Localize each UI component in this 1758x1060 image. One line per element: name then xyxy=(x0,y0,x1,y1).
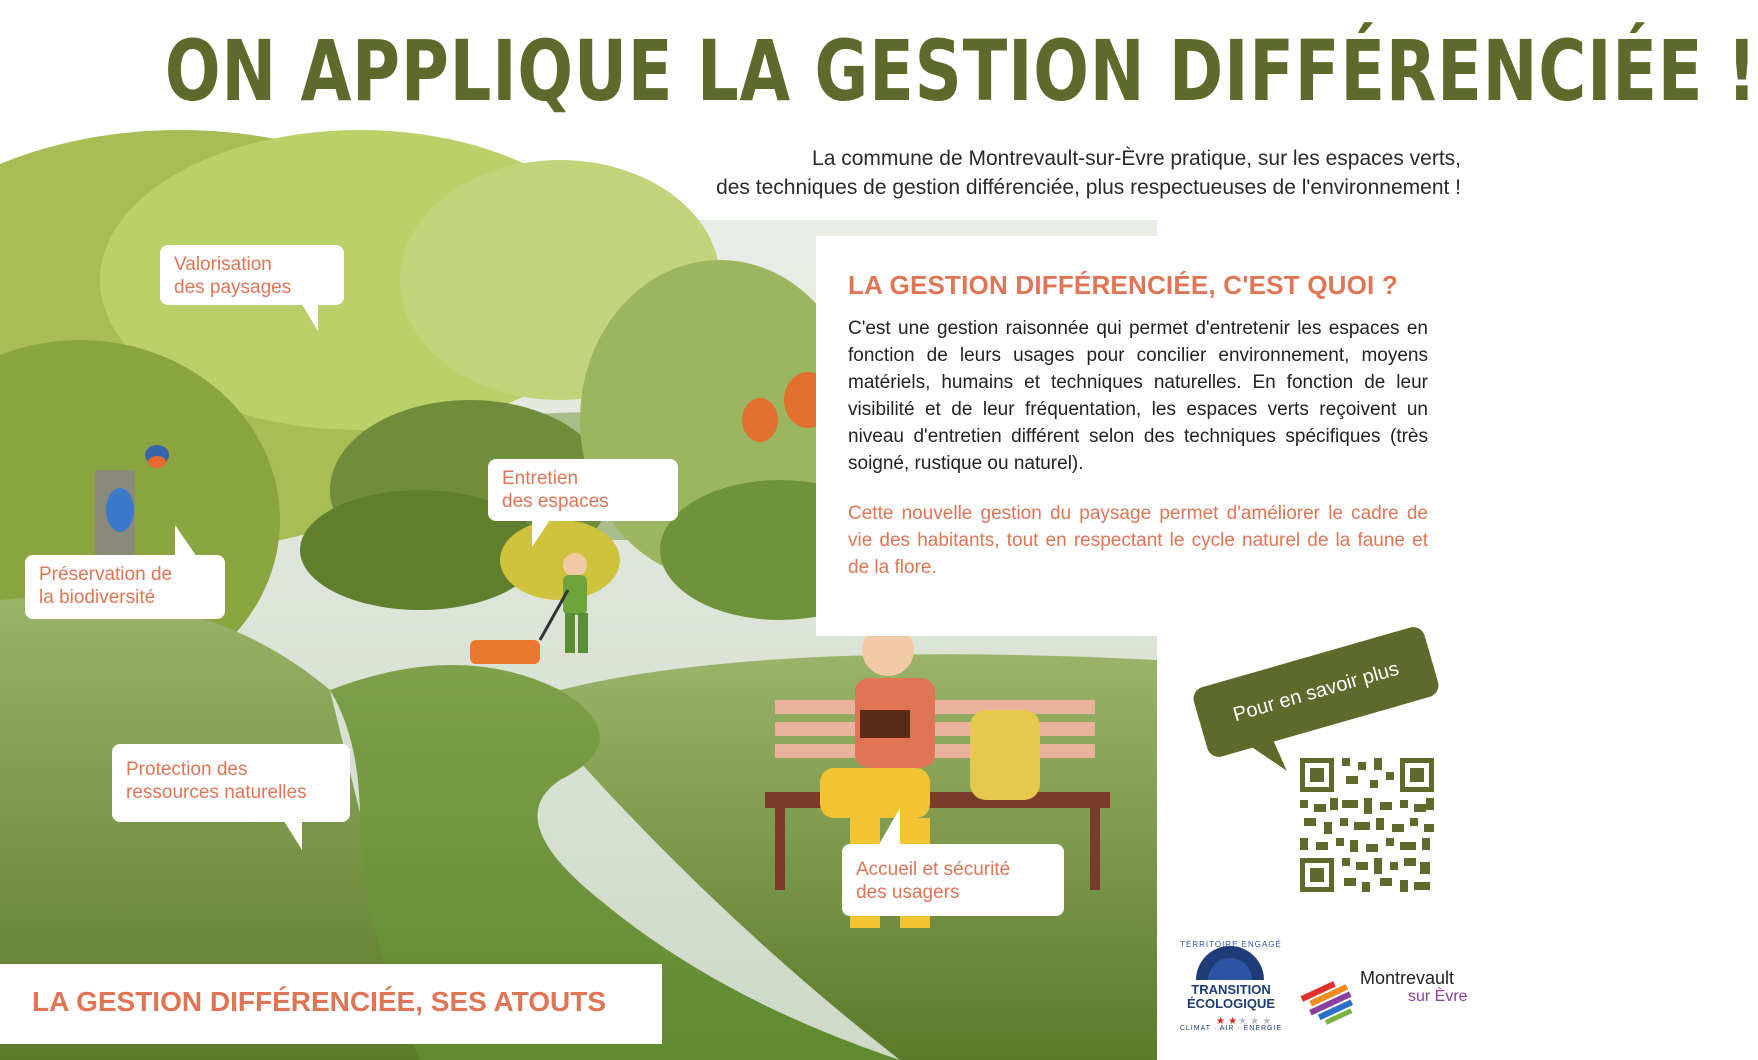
info-panel xyxy=(816,236,1464,636)
bubble-ressources-line1: Protection des xyxy=(126,759,248,780)
te-title-line2: ÉCOLOGIQUE xyxy=(1186,996,1276,1011)
bubble-accueil-line1: Accueil et sécurité xyxy=(856,859,1011,880)
bubble-paysages-line1: Valorisation xyxy=(174,254,272,275)
page-title: ON APPLIQUE LA GESTION DIFFÉRENCIÉE ! xyxy=(164,22,1758,120)
montrevault-sub: sur Èvre xyxy=(1408,988,1468,1005)
atouts-banner: LA GESTION DIFFÉRENCIÉE, SES ATOUTS xyxy=(0,964,662,1044)
montrevault-logo-mark xyxy=(1300,968,1360,1028)
learn-more-label[interactable]: Pour en savoir plus xyxy=(1191,624,1442,759)
bubble-ressources xyxy=(112,744,350,822)
bubble-ressources-line2: ressources naturelles xyxy=(126,782,307,803)
bubble-paysages-line2: des paysages xyxy=(174,277,292,298)
info-accent: Cette nouvelle gestion du paysage permet d'améliorer le cadre de vie des habitants, tout en respectant le cycle naturel de la faune et de la flore. xyxy=(848,503,1428,578)
te-arc-label: TERRITOIRE ENGAGÉ xyxy=(1180,940,1282,949)
page-subtitle xyxy=(716,144,1461,202)
bubble-entretien-line1: Entretien xyxy=(502,468,579,489)
montrevault-name: Montrevault xyxy=(1360,968,1455,988)
bubble-accueil-line2: des usagers xyxy=(856,882,960,903)
qr-code[interactable] xyxy=(1300,758,1434,892)
bubble-entretien-line2: des espaces xyxy=(502,491,609,512)
subtitle-line-2: des techniques de gestion différenciée, plus respectueuses de l'environnement ! xyxy=(716,176,1461,199)
info-body: C'est une gestion raisonnée qui permet d'entretenir les espaces en fonction de leurs usages pour concilier environnement, moyens matériels, humains et techniques naturelles. En fonction de leur visibilité et de leur fréquentation, les espaces verts reçoivent un niveau d'entretien différent selon des techniques spécifiques (très soigné, rustique ou naturel). xyxy=(848,318,1428,474)
bubble-biodiversite xyxy=(25,555,225,619)
bubble-entretien xyxy=(488,459,678,521)
subtitle-line-1: La commune de Montrevault-sur-Èvre pratique, sur les espaces verts, xyxy=(812,147,1461,170)
te-title-line1: TRANSITION xyxy=(1191,982,1271,997)
bubble-paysages xyxy=(160,245,344,305)
svg-text:★ ★: ★ ★ xyxy=(1216,1016,1238,1027)
bubble-biodiversite-line1: Préservation de xyxy=(39,564,173,585)
te-title xyxy=(1176,983,1286,1011)
te-tagline: CLIMAT · AIR · ÉNERGIE xyxy=(1179,1025,1283,1032)
bubble-biodiversite-line2: la biodiversité xyxy=(39,587,156,608)
info-title: LA GESTION DIFFÉRENCIÉE, C'EST QUOI ? xyxy=(848,270,1398,300)
bubble-accueil xyxy=(842,844,1064,916)
svg-text:★ ★ ★: ★ ★ ★ xyxy=(1238,1016,1272,1027)
